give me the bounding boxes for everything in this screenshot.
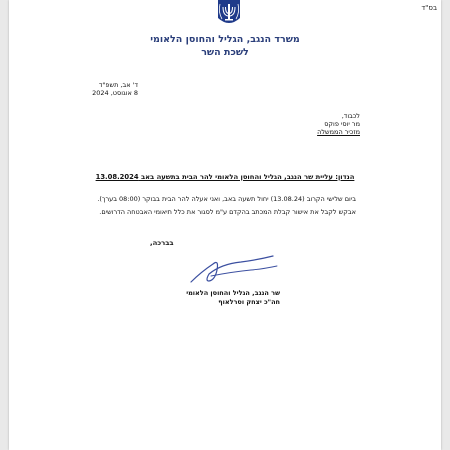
signer-name: חה"כ יצחק וסרלאוף xyxy=(218,298,280,306)
letter-subject: הנדון: עליית שר הנגב, הגליל והחוסן הלאומי להר הבית בתשעה באב 13.08.2024 xyxy=(95,173,355,181)
bsd-mark: בס"ד xyxy=(421,4,437,12)
recipient-name: מר יוסי פוקס xyxy=(324,120,360,128)
body-paragraph-line: אבקש לקבל את אישור קבלת המכתב בהקדם ע"מ לסגור את כלל תיאומי האבטחה הדרושים. xyxy=(99,208,356,216)
recipient-title: מזכיר הממשלה xyxy=(317,128,360,136)
letter-page xyxy=(9,0,441,450)
body-paragraph-line: ביום שלישי הקרוב (13.08.24) יחול תשעה באב, ואני אעלה להר הבית בבוקר (08:00 בערך). xyxy=(97,195,356,203)
handwritten-signature xyxy=(181,250,281,288)
office-name: לשכת השר xyxy=(201,47,249,58)
state-emblem-icon xyxy=(214,0,244,28)
ministry-name: משרד הנגב, הגליל והחוסן הלאומי xyxy=(150,34,300,45)
gregorian-date: 8 אוגוסט, 2024 xyxy=(92,89,138,97)
hebrew-date: ד' אב, תשפ"ד xyxy=(98,81,138,89)
signer-title: שר הנגב, הגליל והחוסן הלאומי xyxy=(186,289,280,297)
recipient-salutation: לכבוד, xyxy=(341,112,360,120)
closing-blessing: בברכה, xyxy=(150,239,174,247)
